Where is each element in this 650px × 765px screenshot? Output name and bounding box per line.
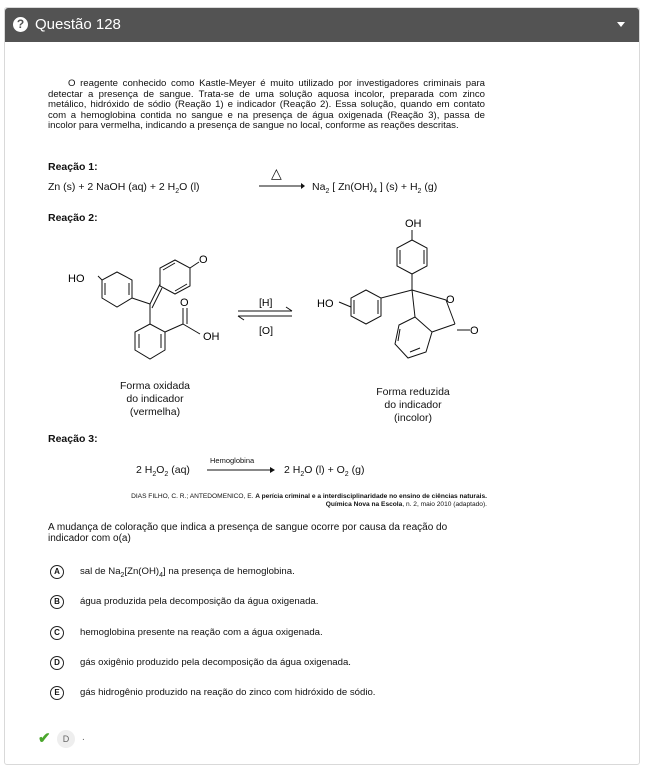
option-letter: D [50,656,64,670]
option-letter: C [50,626,64,640]
heat-triangle-icon: △ [271,165,282,181]
question-title: Questão 128 [35,16,121,33]
answer-badge: D [57,730,75,748]
reaction2-structures [0,212,650,452]
arrow-forward-label: [H] [259,297,273,309]
reaction3-right: 2 $H_2O$ $(l) + O_2$ (g) [284,464,365,479]
reaction3-label: Reação 3: [48,433,98,445]
option-letter: B [50,595,64,609]
question-paragraph: O reagente conhecido como Kastle-Meyer é muito utilizado por investigadores criminais para detectar a presença de sangue. Trata-se de uma solução aquosa incolor, preparada com zinco metálico, hidróxido de sódio (Reação 1) e indicador (Reação 2). Essa solução, quando em contato com a hemoglobina contida no sangue e na presença de água oxigenada (Reação 3), passa de incolor para vermelha, indicando a presença de sangue no local, conforme as reações descritas. [48,78,485,132]
reaction1-right: $Na_2$ [ $Zn(OH)_4$ ] $(s) + H_2$ (g) [312,181,438,196]
answer-suffix: . [82,732,85,743]
atom-ho-oxidized: HO [68,273,85,285]
option-text: sal de $Na_2[Zn(OH)_4]$ na presença de hemoglobina. [80,566,295,579]
atom-o-lactone: O [470,325,479,337]
atom-o-ring: O [446,294,455,306]
check-icon: ✔ [38,730,51,747]
atom-oh-acid: OH [203,331,220,343]
atom-oh-reduced: OH [405,218,422,230]
oxidized-indicator-structure [98,260,200,359]
option-text: água produzida pela decomposição da água oxigenada. [80,596,319,607]
option-text: gás hidrogênio produzido na reação do zinco com hidróxido de sódio. [80,687,376,698]
atom-o-oxidized: O [199,254,208,266]
reaction1-label: Reação 1: [48,161,98,173]
option-letter: A [50,565,64,579]
option-text: hemoglobina presente na reação com a água oxigenada. [80,627,323,638]
reaction1-left: Zn (s) + 2 NaOH (aq) + 2 $H_2O$ (l) [48,181,200,196]
atom-ho-reduced: HO [317,298,334,310]
question-prompt: A mudança de coloração que indica a presença de sangue ocorre por causa da reação do indicador com o(a) [48,522,448,544]
option-letter: E [50,686,64,700]
reference-citation: DIAS FILHO, C. R.; ANTEDOMENICO, E. A perícia criminal e a interdisciplinaridade no ensino de ciências naturais. Química Nova na Escola, n. 2, maio 2010 (adaptado). [131,493,487,509]
oxidized-caption: Forma oxidada do indicador (vermelha) [119,380,191,418]
reduced-caption: Forma reduzida do indicador (incolor) [376,386,450,424]
reaction1-arrow [259,165,305,193]
option-text: gás oxigênio produzido pela decomposição da água oxigenada. [80,657,351,668]
help-icon: ? [13,17,28,32]
arrow-reverse-label: [O] [259,325,274,337]
reaction2-label: Reação 2: [48,212,98,224]
atom-o-carbonyl: O [180,297,189,309]
reaction3-left: 2 $H_2O_2$ (aq) [136,464,190,479]
reaction3-arrow [207,456,277,476]
catalyst-label: Hemoglobina [210,456,255,465]
